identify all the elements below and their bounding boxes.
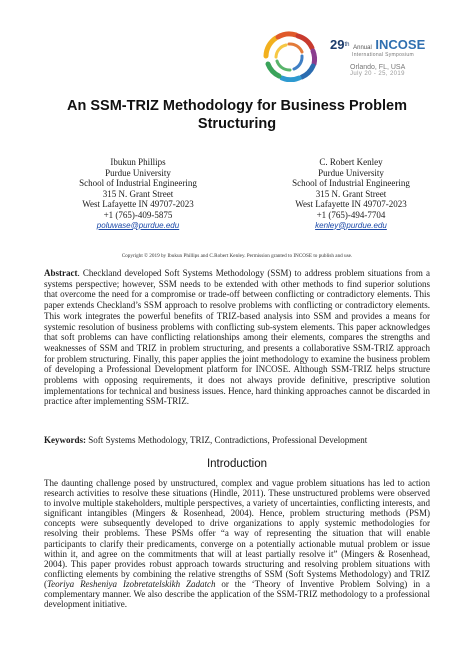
abstract-label: Abstract	[44, 268, 78, 278]
intro-text-part-2: or the ‘Theory of Inventive Problem Solving) in a complementary manner. We also describe the application of the SSM-TRIZ methodology to a professional development initiative.	[44, 578, 430, 610]
section-heading: Introduction	[206, 458, 268, 470]
author-affiliation: Purdue University	[318, 167, 384, 178]
conference-banner	[330, 38, 465, 77]
author-block-1	[53, 157, 223, 231]
paper-title	[40, 97, 434, 133]
keywords	[44, 435, 430, 446]
author-affiliation: Purdue University	[105, 167, 171, 178]
author-name: Ibukun Phillips	[110, 157, 166, 167]
paper-title-line-2: Structuring	[197, 116, 277, 132]
conference-location: Orlando, FL, USA	[350, 64, 406, 71]
author-block-2	[266, 157, 436, 231]
author-email-link[interactable]: kenley@purdue.edu	[315, 220, 387, 230]
conference-number: 29	[330, 37, 345, 52]
introduction-paragraph	[44, 478, 430, 609]
author-street: 315 N. Grant Street	[102, 188, 174, 199]
copyright-notice: Copyright © 2019 by Ibukun Phillips and C.Robert Kenley. Permission granted to INCOSE to publish and use.	[121, 253, 353, 259]
conference-subtitle: International Symposium	[352, 52, 414, 58]
abstract-text: . Checkland developed Soft Systems Methodology (SSM) to address problem situations from a systems perspective; however, SSM needs to be extended with other methods to find superior solutions that overcome the need for a compromise or trade-off between conflicting or contradictory elements. This paper extends Checkland’s SSM approach to resolve problems with conflicting or contradictory elements. This work integrates the powerful benefits of TRIZ-based analysis into SSM and provides a means for systemic resolution of business problems with conflicting sub-system elements. This paper acknowledges that soft problems can have conflicting relationships among their elements, compares the strengths and weaknesses of SSM and TRIZ in problem structuring, and presents a collaborative SSM-TRIZ approach for problem structuring. Finally, this paper applies the joint methodology to examine the business problem of developing a Professional Development platform for INCOSE. Although SSM-TRIZ helps structure problems with opposing requirements, it does not always provide definitive, prescriptive solution implementations for technical and business issues. Hence, hard thinking approaches cannot be discarded in practice after implementing SSM-TRIZ.	[44, 268, 430, 407]
intro-text-part-1: The daunting challenge posed by unstructured, complex and vague problem situations has led to action research activities to resolve these situations (Hindle, 2011). These unstructured problems were observed to involve multiple stakeholders, multiple perspectives, a variety of uncertainties, conflicting interests, and significant intangibles (Mingers & Rosenhead, 2004). Hence, problem structuring methods (PSM) concepts were subsequently developed to drive organizations to apply systemic methodologies for resolving their problems. These PSMs offer “a way of representing the situation that will enable participants to clarify their predicaments, converge on a potentially actionable mutual problem or issue within it, and agree on the commitments that will at least partially resolve it” (Mingers & Rosenhead, 2004). This paper provides robust approach towards structuring and resolving problem situations with conflicting elements by combining the relative strengths of SSM (Soft Systems Methodology) and TRIZ (	[44, 478, 430, 589]
author-city: West Lafayette IN 49707-2023	[82, 199, 194, 210]
author-street: 315 N. Grant Street	[315, 188, 387, 199]
abstract	[44, 268, 430, 407]
conference-org: INCOSE	[375, 37, 426, 52]
keywords-text: Soft Systems Methodology, TRIZ, Contradictions, Professional Development	[86, 435, 368, 445]
author-phone: +1 (765)-409-5875	[103, 209, 173, 220]
author-email-link[interactable]: poluwase@purdue.edu	[96, 220, 180, 230]
author-department: School of Industrial Engineering	[292, 178, 410, 189]
conference-logo	[256, 30, 326, 82]
author-name: C. Robert Kenley	[319, 157, 383, 167]
conference-dates: July 20 - 25, 2019	[350, 71, 405, 77]
author-department: School of Industrial Engineering	[79, 178, 197, 189]
intro-italic-term: Teoriya Resheniya Izobretatelskikh Zadatch	[47, 578, 216, 589]
conference-annual: Annual	[353, 45, 372, 51]
keywords-label: Keywords:	[44, 435, 86, 445]
paper-title-line-1: An SSM-TRIZ Methodology for Business Problem	[67, 98, 407, 114]
conference-ordinal: th	[344, 42, 350, 48]
author-city: West Lafayette IN 49707-2023	[295, 199, 407, 210]
author-phone: +1 (765)-494-7704	[316, 209, 386, 220]
